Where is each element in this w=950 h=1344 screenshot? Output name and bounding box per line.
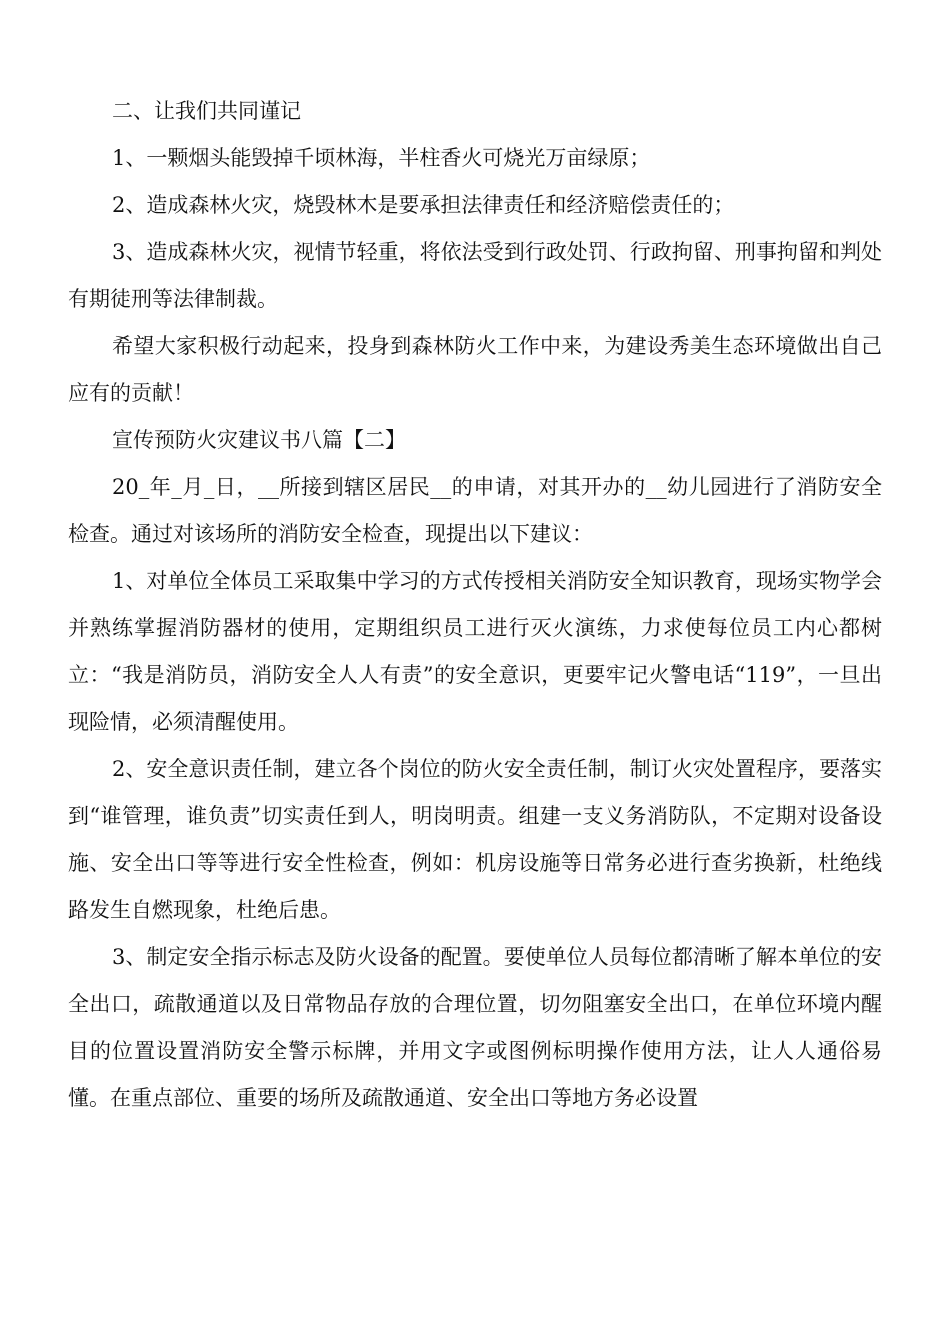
paragraph-item-2: 2、造成森林火灾，烧毁林木是要承担法律责任和经济赔偿责任的； bbox=[112, 193, 735, 217]
heading-section-two: 二、让我们共同谨记 bbox=[112, 99, 301, 123]
paragraph-item-3: 3、造成森林火灾，视情节轻重，将依法受到行政处罚、行政拘留、刑事拘留和判处有期徒刑等法律制裁。 bbox=[68, 240, 882, 311]
paragraph-item-1: 1、一颗烟头能毁掉千顷林海，半柱香火可烧光万亩绿原； bbox=[112, 146, 651, 170]
paragraph-appeal: 希望大家积极行动起来，投身到森林防火工作中来，为建设秀美生态环境做出自己应有的贡献！ bbox=[68, 334, 882, 405]
paragraph-suggestion-2: 2、安全意识责任制，建立各个岗位的防火安全责任制，制订火灾处置程序，要落实到“谁管理，谁负责”切实责任到人，明岗明责。组建一支义务消防队，不定期对设备设施、安全出口等等进行安全性检查，例如：机房设施等日常务必进行查劣换新，杜绝线路发生自燃现象，杜绝后患。 bbox=[68, 757, 882, 922]
paragraph-inspection-intro: 20_年_月_日，__所接到辖区居民__的申请，对其开办的__幼儿园进行了消防安全检查。通过对该场所的消防安全检查，现提出以下建议： bbox=[68, 475, 882, 546]
paragraph-suggestion-3: 3、制定安全指示标志及防火设备的配置。要使单位人员每位都清晰了解本单位的安全出口，疏散通道以及日常物品存放的合理位置，切勿阻塞安全出口，在单位环境内醒目的位置设置消防安全警示标牌，并用文字或图例标明操作使用方法，让人人通俗易懂。在重点部位、重要的场所及疏散通道、安全出口等地方务必设置 bbox=[68, 945, 882, 1110]
article-subtitle: 宣传预防火灾建议书八篇【二】 bbox=[112, 428, 406, 452]
paragraph-suggestion-1: 1、对单位全体员工采取集中学习的方式传授相关消防安全知识教育，现场实物学会并熟练掌握消防器材的使用，定期组织员工进行灭火演练，力求使每位员工内心都树立：“我是消防员，消防安全人人有责”的安全意识，更要牢记火警电话“119”，一旦出现险情，必须清醒使用。 bbox=[68, 569, 882, 734]
document-body bbox=[68, 88, 882, 1122]
